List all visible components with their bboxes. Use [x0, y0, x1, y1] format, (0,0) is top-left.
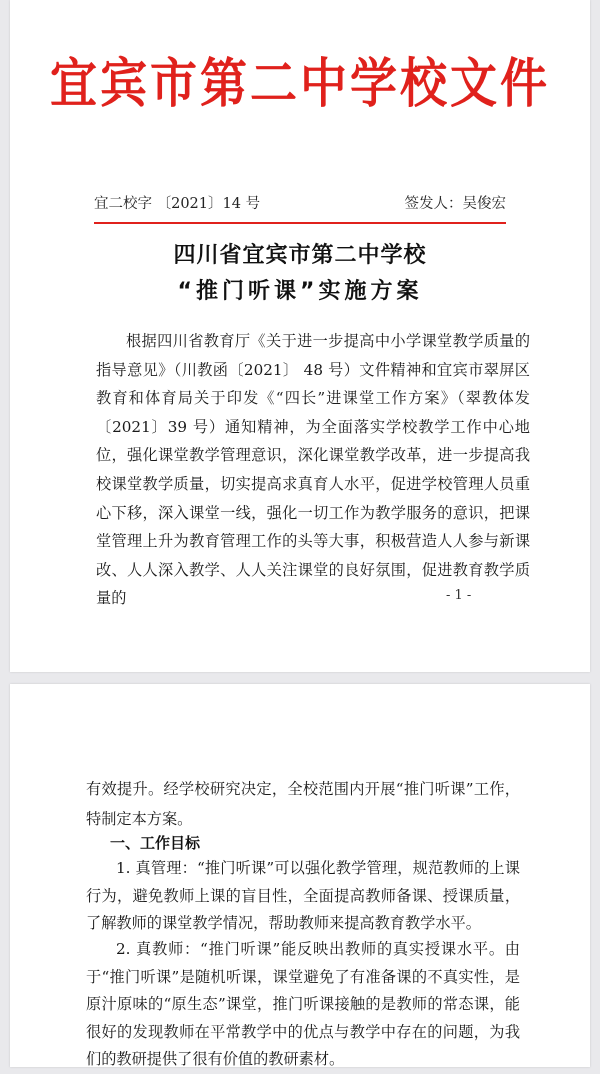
- document-header-title: 宜宾市第二中学校文件: [50, 53, 550, 115]
- document-meta-row: [94, 192, 506, 213]
- body-paragraph-2: 有效提升。经学校研究决定，全校范围内开展“推门听课”工作，特制定本方案。: [86, 780, 520, 828]
- goal-item-2: 2. 真教师：“推门听课”能反映出教师的真实授课水平。由于“推门听课”是随机听课，课堂避免了有准备课的不真实性，是原汁原味的“原生态”课堂，推门听课接触的是教师的常态课，能很好的发现教师在平常教学中的优点与教学中存在的问题，为我们的教研提供了很有价值的教研素材。: [86, 940, 520, 1068]
- document-signer: 签发人：吴俊宏: [404, 196, 506, 212]
- goal-item-1: 1. 真管理：“推门听课”可以强化教学管理，规范教师的上课行为，避免教师上课的盲目性，全面提高教师备课、授课质量，了解教师的课堂教学情况，帮助教师来提高教育教学水平。: [86, 859, 520, 932]
- document-number: 宜二校字 〔2021〕14 号: [94, 196, 261, 212]
- document-title-line-1: 四川省宜宾市第二中学校: [173, 243, 427, 268]
- body-paragraph-1: 根据四川省教育厅《关于进一步提高中小学课堂教学质量的指导意见》（川教函〔2021〕 48 号）文件精神和宜宾市翠屏区教育和体育局关于印发《“四长”进课堂工作方案》（翠教体发〔2021〕39 号）通知精神，为全面落实学校教学工作中心地位，强化课堂教学管理意识，深化课堂教学改革，进一步提高我校课堂教学质量，切实提高求真育人水平，促进学校管理人员重心下移，深入课堂一线，强化一切工作为教学服务的意识，把课堂管理上升为教育管理工作的头等大事，积极营造人人参与新课改、人人深入教学、人人关注课堂的良好氛围，促进教育教学质量的: [96, 332, 530, 608]
- section-heading: 一、工作目标: [110, 834, 201, 852]
- page-number: - 1 -: [446, 588, 472, 603]
- document-title-line-2: “推门听课”实施方案: [177, 279, 423, 304]
- red-divider-line: [94, 222, 506, 224]
- document-page-1: [10, 0, 590, 672]
